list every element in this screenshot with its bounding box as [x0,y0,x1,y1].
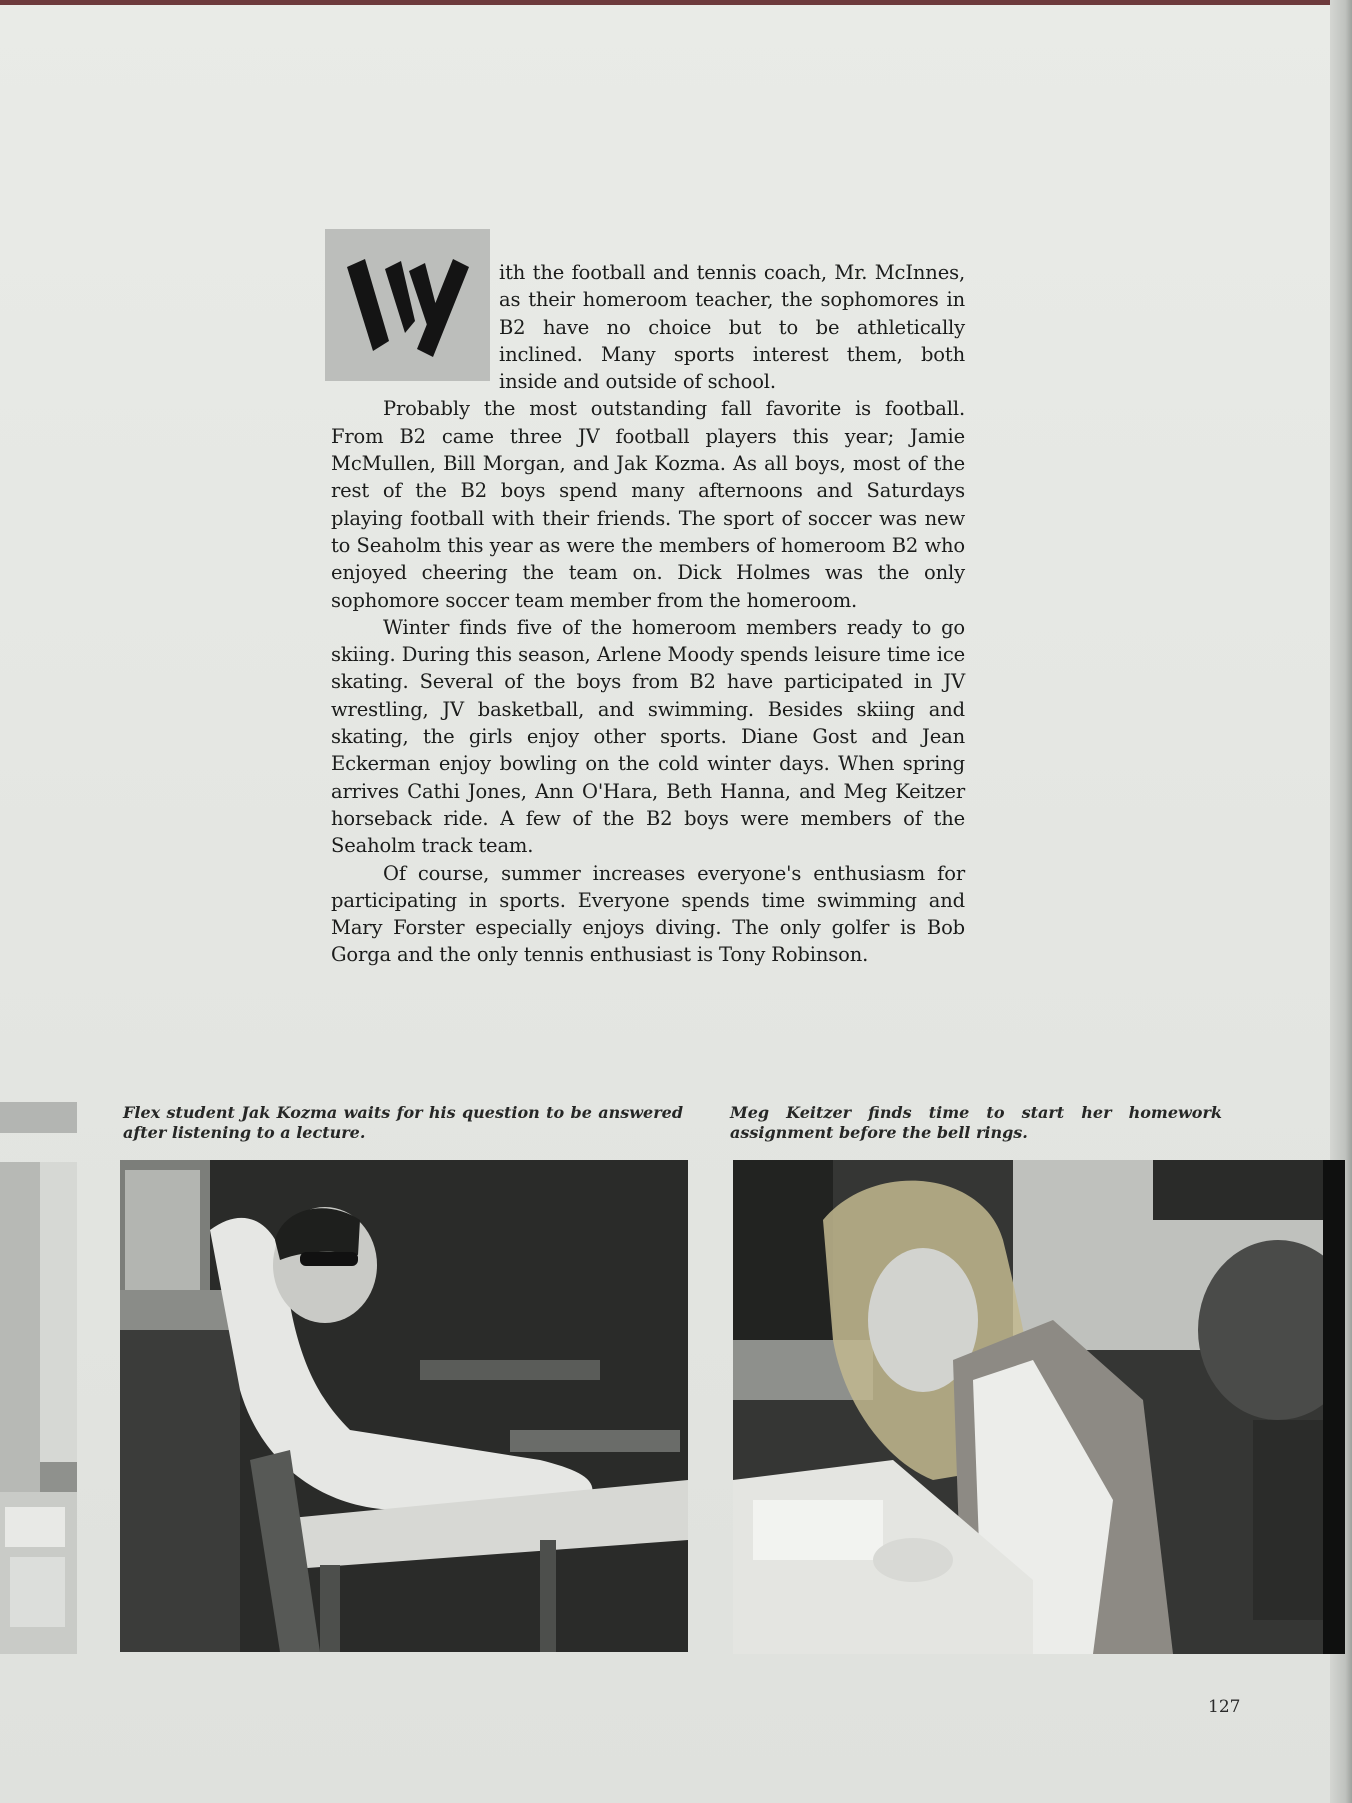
article-paragraph-2: Probably the most outstanding fall favorite is football. From B2 came three JV football players this year; Jamie McMullen, Bill Morgan, and Jak Kozma. As all boys, most of the rest of the B2 boys spend many afternoons and Saturdays playing football with their friends. The sport of soccer was new to Seaholm this year as were the members of homeroom B2 who enjoyed cheering the team on. Dick Holmes was the only sophomore soccer team member from the homeroom. [331,397,965,612]
page-top-edge [0,0,1352,5]
adjacent-page-photo-fragment [0,1162,77,1654]
photo-caption-right: Meg Keitzer finds time to start her homework assignment before the bell rings. [730,1103,1222,1142]
article-body [331,259,965,969]
article-paragraph-3: Winter finds five of the homeroom members ready to go skiing. During this season, Arlene Moody spends leisure time ice skating. Several of the boys from B2 have participated in JV wrestling, JV basketball, and swimming. Besides skiing and skating, the girls enjoy other sports. Diane Gost and Jean Eckerman enjoy bowling on the cold winter days. When spring arrives Cathi Jones, Ann O'Hara, Beth Hanna, and Meg Keitzer horseback ride. A few of the B2 boys were members of the Seaholm track team. [331,615,965,858]
photo-student-homework [733,1160,1345,1654]
article-paragraph-1 [331,259,965,395]
page-number: 127 [1208,1697,1241,1717]
photo-caption-left: Flex student Jak Kozma waits for his question to be answered after listening to a lecture. [123,1103,683,1142]
adjacent-page-caption-bar [0,1102,77,1133]
photo-student-waiting [120,1160,688,1652]
drop-cap-spacer [331,259,499,389]
paragraph-text: ith the football and tennis coach, Mr. McInnes, as their homeroom teacher, the sophomores in B2 have no choice but to be athletically inclined. Many sports interest them, both inside and outside of school. [499,261,965,394]
article-paragraph-4: Of course, summer increases everyone's enthusiasm for participating in sports. Everyone spends time swimming and Mary Forster especially enjoys diving. The only golfer is Bob Gorga and the only tennis enthusiast is Tony Robinson. [331,861,965,967]
